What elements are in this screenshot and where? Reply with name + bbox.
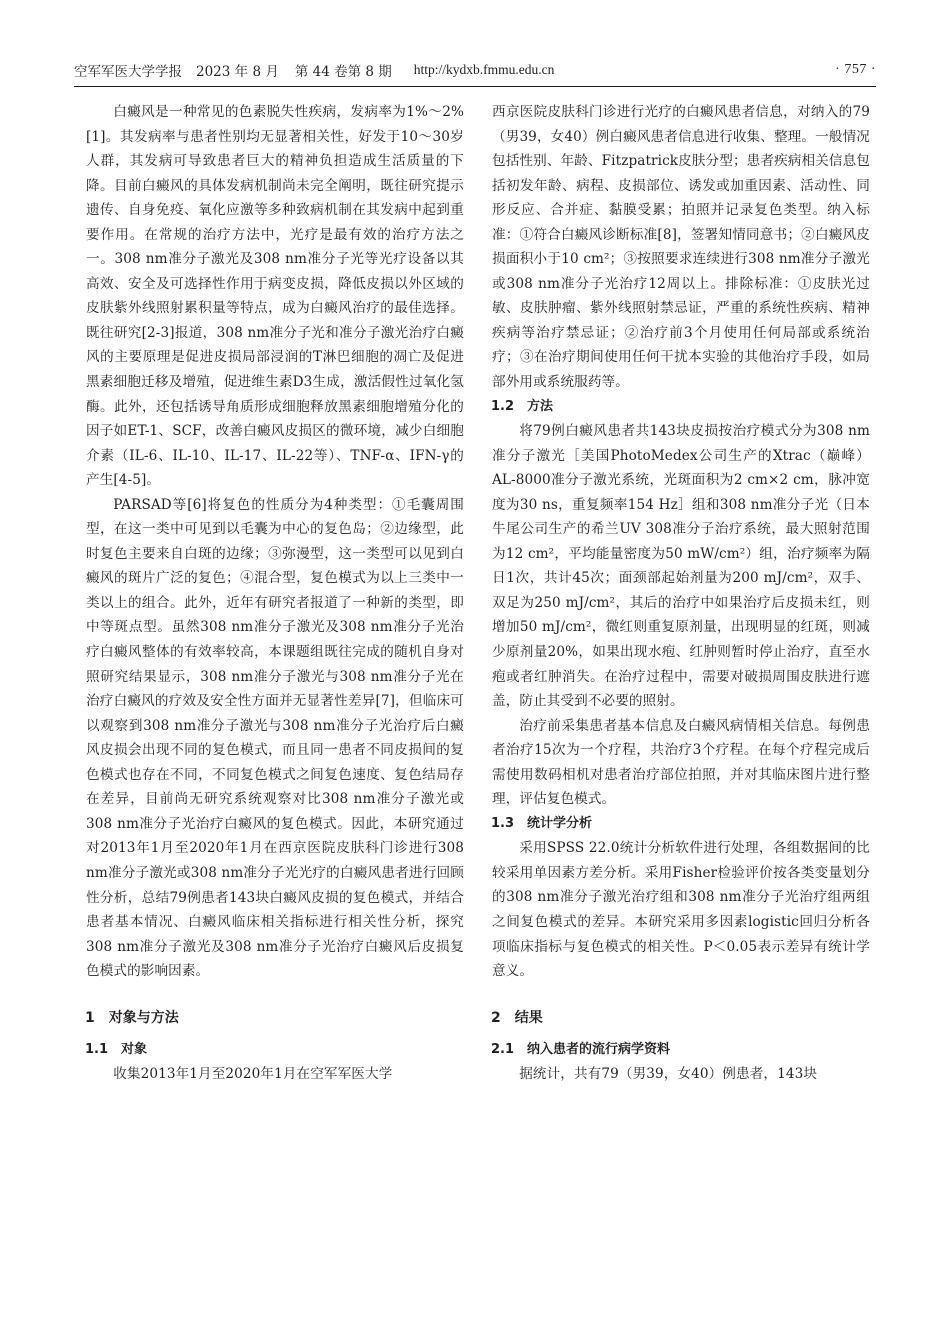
journal-url[interactable]: http://kydxb.fmmu.edu.cn (413, 62, 555, 77)
right-column (492, 100, 870, 1087)
epidemiology-paragraph: 据统计，共有79（男39，女40）例患者，143块 (519, 1066, 818, 1083)
header-rule (74, 86, 876, 87)
running-header (74, 58, 876, 82)
section-heading-methods: 1 对象与方法 (85, 1009, 179, 1026)
subsection-heading-statistics: 1.3 统计学分析 (491, 815, 593, 831)
page-number: · 757 · (835, 62, 876, 77)
subsection-heading-epidemiology: 2.1 纳入患者的流行病学资料 (491, 1041, 671, 1057)
left-column (86, 100, 464, 1087)
intro-paragraph-2: PARSAD等[6]将复色的性质分为4种类型：①毛囊周围型，在这一类中可见到以毛囊为中心的复色岛；②边缘型，此时复色主要来自白斑的边缘；③弥漫型，这一类型可以见到白癜风的斑片广泛的复色；④混合型，复色模式为以上三类中一类以上的组合。此外，近年有研究者报道了一种新的类型，即中等斑点型。虽然308 nm准分子激光及308 nm准分子光治疗白癜风整体的有效率较高，本课题组既往完成的随机自身对照研究结果显示，308 nm准分子激光与308 nm准分子光在治疗白癜风的疗效及安全性方面并无显著性差异[7]，但临床可以观察到308 nm准分子激光与308 nm准分子光治疗后白癜风皮损会出现不同的复色模式，而且同一患者不同皮损间的复色模式也存在不同，不同复色模式之间复色速度、复色结局存在差异，目前尚无研究系统观察对比308 nm准分子激光或308 nm准分子光治疗白癜风的复色模式。因此，本研究通过对2013年1月至2020年1月在西京医院皮肤科门诊进行308 nm准分子激光或308 nm准分子光光疗的白癜风患者进行回顾性分析，总结79例患者143块白癜风皮损的复色模式，并结合患者基本情况、白癜风临床相关指标进行相关性分析，探究308 nm准分子激光及308 nm准分子光治疗白癜风后皮损复色模式的影响因素。 (86, 496, 464, 980)
journal-name: 空军军医大学学报 (74, 64, 182, 80)
section-gap (86, 984, 464, 998)
methods-paragraph: 将79例白癜风患者共143块皮损按治疗模式分为308 nm准分子激光［美国PhotoMedex公司生产的Xtrac（巅峰）AL-8000准分子激光系统，光斑面积为2 cm×2 cm，脉冲宽度为30 ns，重复频率154 Hz］组和308 nm准分子光（日本牛尾公司生产的希兰UV 308准分子治疗系统，最大照射范围为12 cm²，平均能量密度为50 mW/cm²）组，治疗频率为隔日1次，共计45次；面颈部起始剂量为200 mJ/cm²，双手、双足为250 mJ/cm²，其后的治疗中如果治疗后皮损未红，则增加50 mJ/cm²，微红则重复原剂量，出现明显的红斑，则减少原剂量20%，如果出现水疱、红肿则暂时停止治疗，直至水疱或者红肿消失。在治疗过程中，需要对破损周围皮肤进行遮盖，防止其受到不必要的照射。 (492, 423, 870, 710)
subsection-heading-methods: 1.2 方法 (491, 398, 554, 414)
issue-date: 2023 年 8 月 (196, 64, 279, 80)
intro-paragraph-1: 白癜风是一种常见的色素脱失性疾病，发病率为1%～2%[1]。其发病率与患者性别均无显著相关性，好发于10～30岁人群，其发病可导致患者巨大的精神负担造成生活质量的下降。目前白癜风的具体发病机制尚未完全阐明，既往研究提示遗传、自身免疫、氧化应激等多种致病机制在其发病中起到重要作用。在常规的治疗方法中，光疗是最有效的治疗方法之一。308 nm准分子激光及308 nm准分子光等光疗设备以其高效、安全及可选择性作用于病变皮损，降低皮损以外区域的皮肤紫外线照射累积量等特点，成为白癜风治疗的最佳选择。既往研究[2-3]报道，308 nm准分子光和准分子激光治疗白癜风的主要原理是促进皮损局部浸润的T淋巴细胞的凋亡及促进黑素细胞迁移及增殖，促进维生素D3生成，激活假性过氧化氢酶。此外，还包括诱导角质形成细胞释放黑素细胞增殖分化的因子如ET-1、SCF，改善白癜风皮损区的微环境，减少白细胞介素（IL-6、IL-10、IL-17、IL-22等）、TNF-α、IFN-γ的产生[4-5]。 (86, 104, 464, 489)
section-gap (492, 984, 870, 998)
subjects-paragraph: 收集2013年1月至2020年1月在空军军医大学 (113, 1066, 393, 1083)
statistics-paragraph: 采用SPSS 22.0统计分析软件进行处理，各组数据间的比较采用单因素方差分析。采用Fisher检验评价按各类变量划分的308 nm准分子激光治疗组和308 nm准分子光治疗组两组之间复色模式的差异。本研究采用多因素logistic回归分析各项临床指标与复色模式的相关性。P＜0.05表示差异有统计学意义。 (492, 840, 870, 980)
section-heading-results: 2 结果 (491, 1009, 543, 1026)
volume-issue: 第 44 卷第 8 期 (294, 64, 392, 80)
subsection-heading-subjects: 1.1 对象 (85, 1041, 148, 1057)
methods-paragraph-2: 治疗前采集患者基本信息及白癜风病情相关信息。每例患者治疗15次为一个疗程，共治疗3个疗程。在每个疗程完成后需使用数码相机对患者治疗部位拍照，并对其临床图片进行整理，评估复色模式。 (492, 717, 870, 808)
subjects-paragraph-continued: 西京医院皮肤科门诊进行光疗的白癜风患者信息，对纳入的79（男39，女40）例白癜风患者信息进行收集、整理。一般情况包括性别、年龄、Fitzpatrick皮肤分型；患者疾病相关信息包括初发年龄、病程、皮损部位、诱发或加重因素、活动性、同形反应、合并症、黏膜受累；拍照并记录复色类型。纳入标准：①符合白癜风诊断标准[8]，签署知情同意书；②白癜风皮损面积小于10 cm²；③按照要求连续进行308 nm准分子激光或308 nm准分子光治疗12周以上。排除标准：①皮肤光过敏、皮肤肿瘤、紫外线照射禁忌证，严重的系统性疾病、精神疾病等治疗禁忌证；②治疗前3个月使用任何局部或系统治疗；③在治疗期间使用任何干扰本实验的其他治疗手段，如局部外用或系统服药等。 (492, 104, 870, 391)
